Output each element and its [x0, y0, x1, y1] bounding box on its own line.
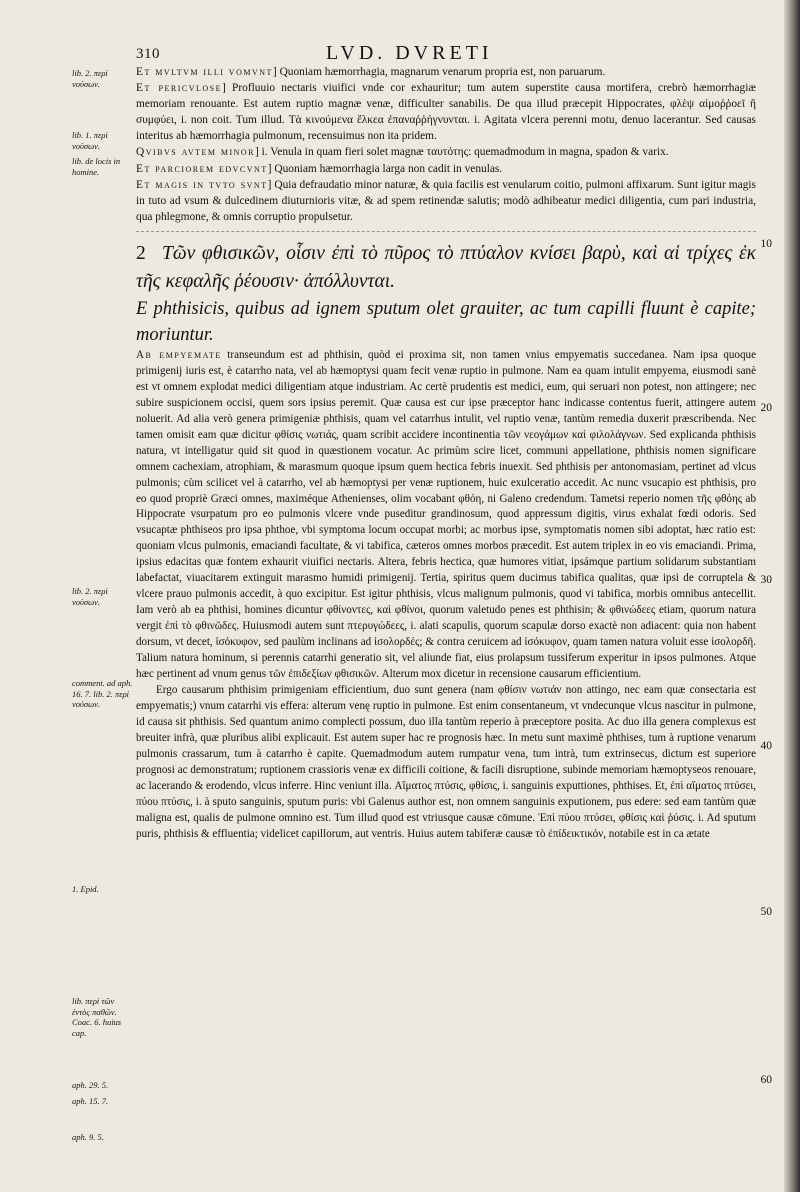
main-text	[136, 64, 756, 842]
margin-note: lib. 2. περὶ νούσων.	[72, 68, 108, 89]
margin-note: lib. 2. περὶ νούσων.	[72, 586, 108, 607]
running-head: LVD. DVRETI	[326, 42, 493, 64]
commentary-paragraph	[136, 177, 756, 225]
lemma: Qvibvs avtem minor	[136, 146, 256, 159]
page-number: 310	[136, 46, 160, 62]
margin-note: aph. 9. 5.	[72, 1132, 104, 1142]
commentary-text: ] Quoniam hæmorrhagia, magnarum venarum propria est, non paruarum.	[272, 66, 606, 78]
lemma: Et magis in tvto svnt	[136, 178, 268, 191]
line-number: 10	[760, 238, 772, 250]
commentary-text: transeundum est ad phthisin, quòd ei proxima sit, non tamen vnius empyematis succedanea. Nam ipsa quoque primigenij iuris est, è catarrho nata, vel ab hæmoptysi quam fecit venæ ruptio in pulmone. Nam ea quam intulit empyema, eiusmodi sanè est vt omnem explodat medici diligentiam atque industriam. Ac certè prudentis est medici, eum, qui seruari non potest, non attingere; nec subire suspicionem occisi, quem sors ipsius peremit. Quæ causa est cur ipse præceptor hanc indicasse contentus fuerit, attingere autem noluerit. Ad alia verò genera primigeniæ phthisis, quam vel catarrhus intulit, vel ruptio venæ, tantùm remedia duxerit præscribenda. Nec tamen omisit eam quæ dicitur φθίσις νωτιάς, quam scribit accidere incontinentia τῶν νεογάμων καὶ φιλολάγνων. Sed explicanda phthisis natura, vt intelligatur quid sit quod in quæstionem vocatur. Ac primùm scire licet, communi appellatione, phthisis nomen significare omnem cachexiam, atrophiam, & marasmum quoque ipsum quem hectica febris inuexit. Sed phthisis per antonomasiam, pertinet ad vlcus pulmonis; cùm scilicet vel à catarrho, vel ab hæmoptysi per venæ ruptionem, huic exulceratio accedit. Ac nunc vsucapio est phthisis, pro eo quod propriè Græci omnes, maximéque Athenienses, olim vocabant φθόη, ni Galeno credendum. Tametsi reperio nomen τῆς φθόης ab Hippocrate vsurpatum pro eo pulmonis vlcere vnde puseditur grandinosum, quod appressum digitis, virus exhalat fœdi odoris. Sed vsucaptæ phthiseos pro ipsa phthoe, vbi symptoma locum occupat morbi; ac morbus ipse, symptomatis nomen sibi adoptat, hæc ratio est: quoniam vlcus pulmonis, emaciandi facultate, & vi tabifica, cæteros omnes morbos præcedit. Est autem triplex in eo vis emaciandi. Prima, ipsius edacitas quæ fontem exhaurit viuifici nectaris. Altera, febris hectica, quæ humores vitiat, ipsámque partium solidarum substantiam labefactat, viuacitarem extinguit marasmo humidi primigenij. Tertia, spiritus quem ducimus tabifica qualitas, quæ ipsi de corruptela & vlcere prauo pulmonis accedit, à quo excipitur. Est igitur phthisis, vlcus malignum pulmonis, quod vi tabifica, morbis omnibus antecellit. Iam verò ab ea phthisi, homines dicuntur φθίνοντες, καὶ φθίνοι, quorum valetudo penes est phthisin; & φθινώδεες etiam, quorum natura vergit ἐπὶ τὸ φθινῶδες. Huiusmodi autem sunt πτερυγώδεες, i. alati scapulis, quorum scapulæ dorso exactè non adiacent: quia non habent dorsum, vt decet, ἰσόκυφον, sed paulùm inclinans ad ἰσολορδές; & contra ceruicem ad ἰσόκυφον, quam tamen natura voluit esse ἰσολορδῆ. Talium natura hominum, si perennis catarrhi generatio sit, vel aliunde fiat, eius prolapsum tussiferum experitur in ipsos pulmones. Atque hæc pertinent ad vnum genus τῶν ἐπιδεξίων φθισικῶν. Alterum mox dicetur in recensione causarum efficientium.	[136, 348, 756, 680]
line-number: 60	[760, 1074, 772, 1086]
margin-note: aph. 15. 7.	[72, 1096, 109, 1106]
margin-note: 1. Epid.	[72, 884, 99, 894]
aphorism-greek	[136, 240, 756, 296]
margin-note: aph. 29. 5.	[72, 1080, 109, 1090]
aphorism-commentary	[136, 348, 756, 843]
commentary-text: ] Quia defraudatio minor naturæ, & quia facilis est venularum coitio, pulmoni affixarum. Sunt igitur magis in tuto ad vsum & dulcedinem diuturnioris vitæ, & ad spem retinendæ salutis; modò adhibeatur medici diligentia, cum pari industria, qua phlegmone, & omnis corruptio propulsetur.	[136, 178, 756, 223]
lemma: Et pericvlose	[136, 82, 223, 95]
aphorism-greek-text: Τῶν φθισικῶν, οἷσιν ἐπὶ τὸ πῦρος τὸ πτύαλον κνίσει βαρὺ, καὶ αἱ τρίχες ἐκ τῆς κεφαλῆς ῥέουσιν· ἀπόλλυνται.	[136, 242, 756, 292]
line-number: 20	[760, 402, 772, 414]
commentary-text: ] Quoniam hæmorrhagia larga non cadit in venulas.	[267, 162, 503, 175]
aphorism-number: 2	[136, 242, 146, 264]
margin-note: lib. 1. περὶ νούσων.	[72, 130, 108, 151]
aphorism-latin: E phthisicis, quibus ad ignem sputum olet grauiter, ac tum capilli fluunt è capite; moriuntur.	[136, 298, 756, 345]
margin-note: lib. περὶ τῶν ἐντὸς παθῶν. Coac. 6. huius cap.	[72, 996, 122, 1038]
margin-note: comment. ad aph. 16. 7. lib. 2. περὶ νούσων.	[72, 678, 133, 709]
lemma: Et parciorem edvcvnt	[136, 162, 268, 175]
page-header	[126, 40, 766, 66]
margin-note: lib. de locis in homine.	[72, 156, 121, 177]
commentary-text: ] i. Venula in quam fieri solet magnæ ταυτότης: quemadmodum in magna, spadon & varix.	[255, 146, 669, 159]
lemma: Ab empyemate	[136, 348, 222, 361]
section-divider	[136, 231, 756, 232]
commentary-paragraph	[136, 348, 756, 683]
commentary-paragraph: Ergo causarum phthisim primigeniam efficientium, duo sunt genera (nam φθίσιν νωτιάν non attingo, nec eam quæ consectaria est empyematis;) vnum catarrhi vis effera: alterum venę ruptio in pulmone. Est enim consentaneum, vt vndecunque vlcus nascitur in pulmone, id causa sit phthisis. Sed quantum animo complecti possum, duo illa tantùm reperio à præceptore posita. Ac duo illa genera complexus est breuiter infrà, quæ pluribus alibi explicauit. Est autem super hac re prognosis hæc. In metu sunt maximè phthises, tum à ruptione venarum pulmonis crassarum, tum à catarrho è capite. Quemadmodum autem rumpatur vena, tum intrà, tum extrinsecus, dictum est superiore prognosi ac demonstratum; ruptionem crassioris venæ ex difficili coitione, & facili disruptione, subinde memoriam hæmoptyseos renouare, ac lacerando & erodendo, vlcus inferre. Hinc veniunt illa. Αἵματος πτύσις, φθίσις, i. sanguinis exputtiones, phthises. Et, ἐπὶ αἵματος πτύσει, πύου πτύσις, i. à sputo sanguinis, sputum puris: vbi Galenus author est, non omnem sanguinis exputionem, pus edere: sed eam tantùm quæ maligna est, qualis de pulmone omnino est. Tum illud quod est vtriusque causæ cōmune. Ἐπὶ πύου πτύσει, φθίσις καὶ ῥύσις. i. Ad sputum puris, phthisis & effluentia; videlicet capillorum, aut ventris. Huius autem tabiferæ causæ τὸ ἐπίδεικτικόν, notabile est in ca ætate	[136, 683, 756, 840]
commentary-paragraph	[136, 161, 756, 177]
line-number: 40	[760, 740, 772, 752]
binding-gutter	[784, 0, 800, 1192]
commentary-paragraph	[136, 80, 756, 144]
line-number: 50	[760, 906, 772, 918]
lemma: Et mvltvm illi vomvnt	[136, 66, 273, 78]
commentary-text: ] Profluuio nectaris viuifici vnde cor exhauritur; tum autem superstite causa mortifera, crebrò hæmorrhagiæ memoriam renouante. Est autem ruptio magnæ venæ, difficulter sanabilis. De qua illud præcepit Hippocrates, φλὲψ αἱμοῤῥοεῖ ἢ συμφύει, i. non coit. Tum illud. Τὰ κινούμενα ἕλκεα ἐπαναῤῥήγνυνται. i. Agitata vlcera perenni motu, denuo lacerantur. Sed causas interitus ab hæmorrhagia pulmonum, recensuimus non ita pridem.	[136, 82, 756, 143]
commentary-paragraph	[136, 64, 756, 80]
commentary-paragraph	[136, 144, 756, 160]
line-number: 30	[760, 574, 772, 586]
